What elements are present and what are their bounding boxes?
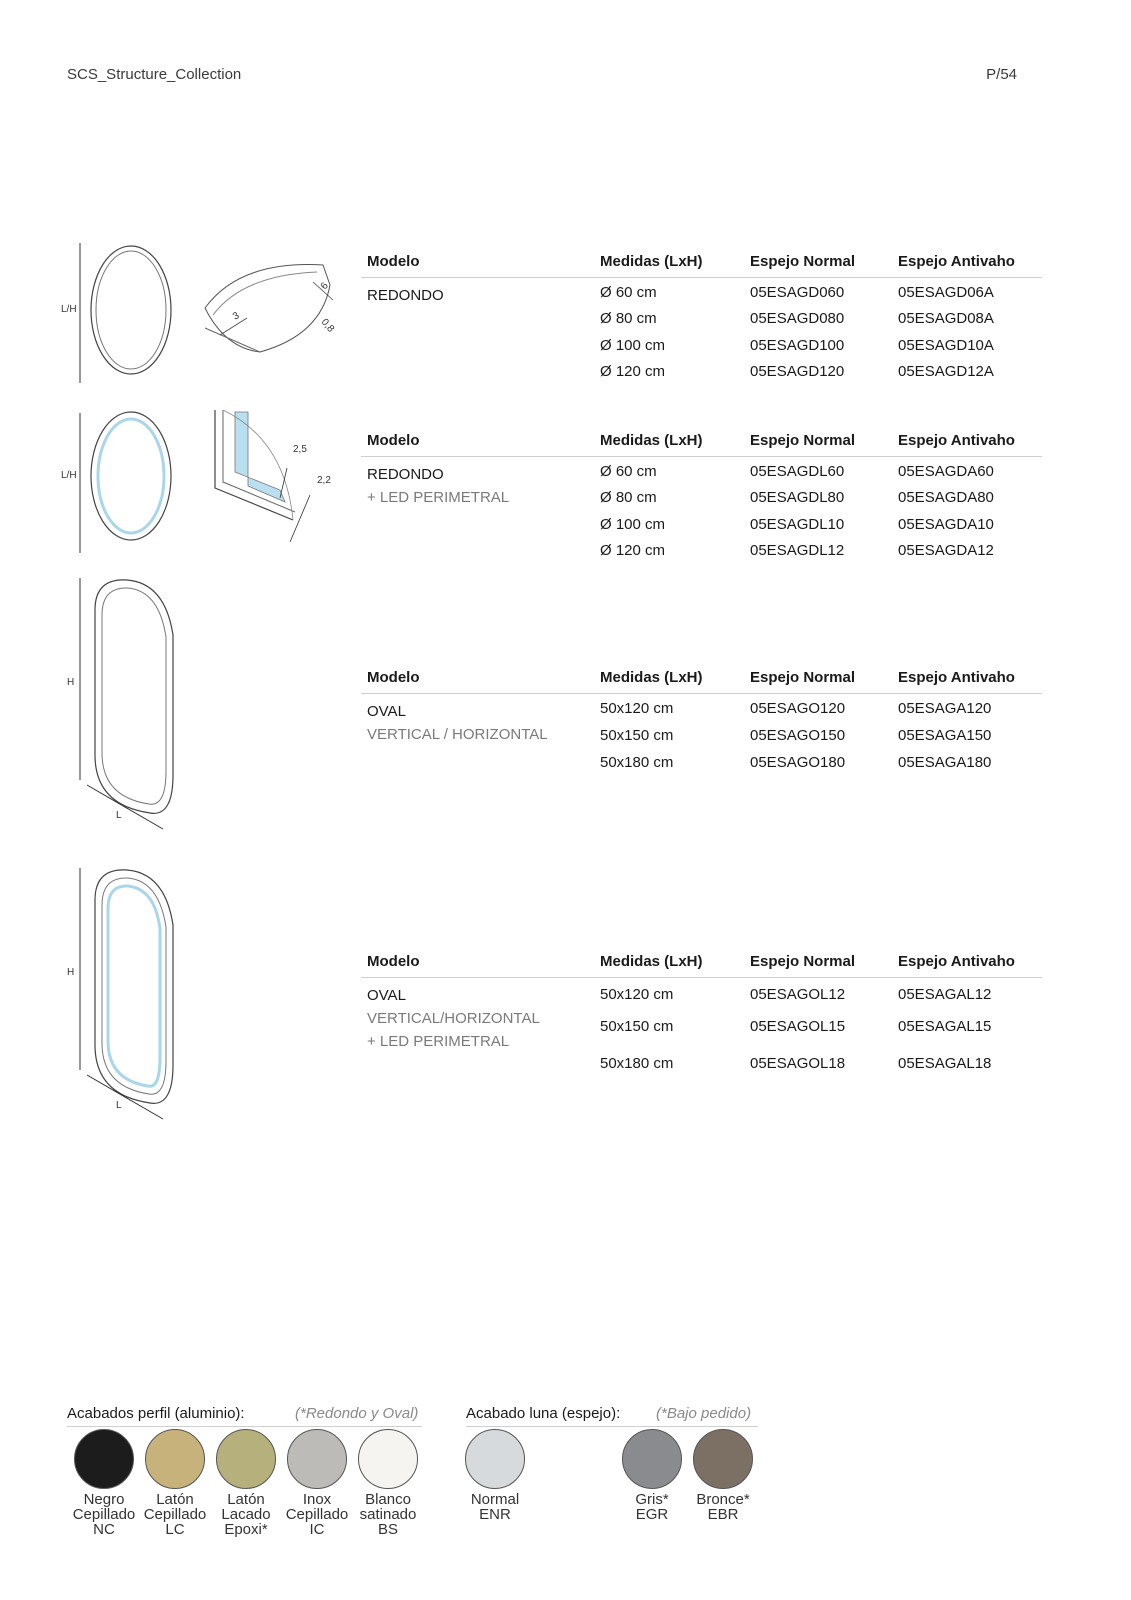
swatch-laton-lacado (216, 1429, 276, 1489)
table-row: 50x120 cm 05ESAGO120 05ESAGA120 (600, 700, 992, 717)
glass-finishes-note: (*Bajo pedido) (656, 1405, 752, 1422)
spec-table-oval (361, 665, 1042, 774)
profile-finishes-title: Acabados perfil (aluminio): (67, 1405, 245, 1422)
table-row: 50x120 cm 05ESAGOL12 05ESAGAL12 (600, 986, 992, 1003)
swatch-label: Latón Lacado Epoxi* (221, 1491, 271, 1538)
table-header: Modelo Medidas (LxH) Espejo Normal Espejo Antivaho (361, 665, 1042, 694)
svg-text:3: 3 (231, 310, 242, 323)
table-row: 50x150 cm 05ESAGOL15 05ESAGAL15 (600, 1018, 992, 1035)
round-mirror-drawing (55, 240, 355, 390)
swatch-label: Normal ENR (470, 1491, 520, 1523)
svg-text:2,5: 2,5 (293, 444, 307, 455)
model-name: OVAL VERTICAL/HORIZONTAL + LED PERIMETRAL (367, 987, 540, 1050)
model-name: OVAL VERTICAL / HORIZONTAL (367, 703, 548, 743)
table-row: Ø 60 cm 05ESAGDL60 05ESAGDA60 (600, 463, 994, 480)
model-name: REDONDO + LED PERIMETRAL (367, 466, 510, 506)
swatch-inox-cepillado (287, 1429, 347, 1489)
table-row: Ø 100 cm 05ESAGD100 05ESAGD10A (600, 337, 994, 354)
spec-table-redondo (361, 249, 1042, 383)
divider (67, 1426, 422, 1427)
table-row: Ø 60 cm 05ESAGD060 05ESAGD06A (600, 284, 994, 301)
swatch-laton-cepillado (145, 1429, 205, 1489)
divider (466, 1426, 758, 1427)
svg-text:L: L (116, 1100, 122, 1111)
svg-text:2,2: 2,2 (317, 475, 331, 486)
swatch-gris (622, 1429, 682, 1489)
lh-label: L/H (61, 304, 77, 315)
table-header: Modelo Medidas (LxH) Espejo Normal Espejo Antivaho (361, 428, 1042, 457)
table-row: Ø 100 cm 05ESAGDL10 05ESAGDA10 (600, 516, 994, 533)
glass-finishes-title: Acabado luna (espejo): (466, 1405, 621, 1422)
table-row: Ø 80 cm 05ESAGDL80 05ESAGDA80 (600, 489, 994, 506)
spec-table-redondo-led (361, 428, 1042, 562)
table-row: Ø 120 cm 05ESAGD120 05ESAGD12A (600, 363, 994, 380)
swatch-label: Inox Cepillado IC (285, 1491, 349, 1538)
swatch-label: Gris* EGR (635, 1491, 669, 1523)
table-header: Modelo Medidas (LxH) Espejo Normal Espejo Antivaho (361, 249, 1042, 278)
svg-text:H: H (67, 677, 75, 688)
oval-mirror-drawing (55, 575, 195, 840)
swatch-blanco-satinado (358, 1429, 418, 1489)
table-row: 50x180 cm 05ESAGO180 05ESAGA180 (600, 754, 992, 771)
table-row: 50x180 cm 05ESAGOL18 05ESAGAL18 (600, 1055, 992, 1072)
swatch-label: Latón Cepillado LC (143, 1491, 207, 1538)
svg-text:L: L (116, 810, 122, 821)
table-header: Modelo Medidas (LxH) Espejo Normal Espejo Antivaho (361, 949, 1042, 978)
model-name: REDONDO (367, 287, 444, 304)
table-row: Ø 120 cm 05ESAGDL12 05ESAGDA12 (600, 542, 994, 559)
svg-text:H: H (67, 967, 75, 978)
oval-led-mirror-drawing (55, 865, 195, 1130)
swatch-bronce (693, 1429, 753, 1489)
swatch-label: Bronce* EBR (696, 1491, 750, 1523)
spec-table-oval-led (361, 949, 1042, 1078)
table-row: Ø 80 cm 05ESAGD080 05ESAGD08A (600, 310, 994, 327)
collection-title: SCS_Structure_Collection (67, 66, 242, 83)
svg-text:L/H: L/H (61, 470, 77, 481)
swatch-label: Blanco satinado BS (359, 1491, 417, 1538)
table-row: 50x150 cm 05ESAGO150 05ESAGA150 (600, 727, 992, 744)
swatch-negro-cepillado (74, 1429, 134, 1489)
svg-text:6: 6 (318, 280, 331, 292)
profile-finishes-note: (*Redondo y Oval) (295, 1405, 419, 1422)
page-number: P/54 (986, 66, 1017, 83)
swatch-normal (465, 1429, 525, 1489)
swatch-label: Negro Cepillado NC (72, 1491, 136, 1538)
round-led-mirror-drawing (55, 410, 355, 560)
svg-text:0,8: 0,8 (318, 316, 337, 335)
